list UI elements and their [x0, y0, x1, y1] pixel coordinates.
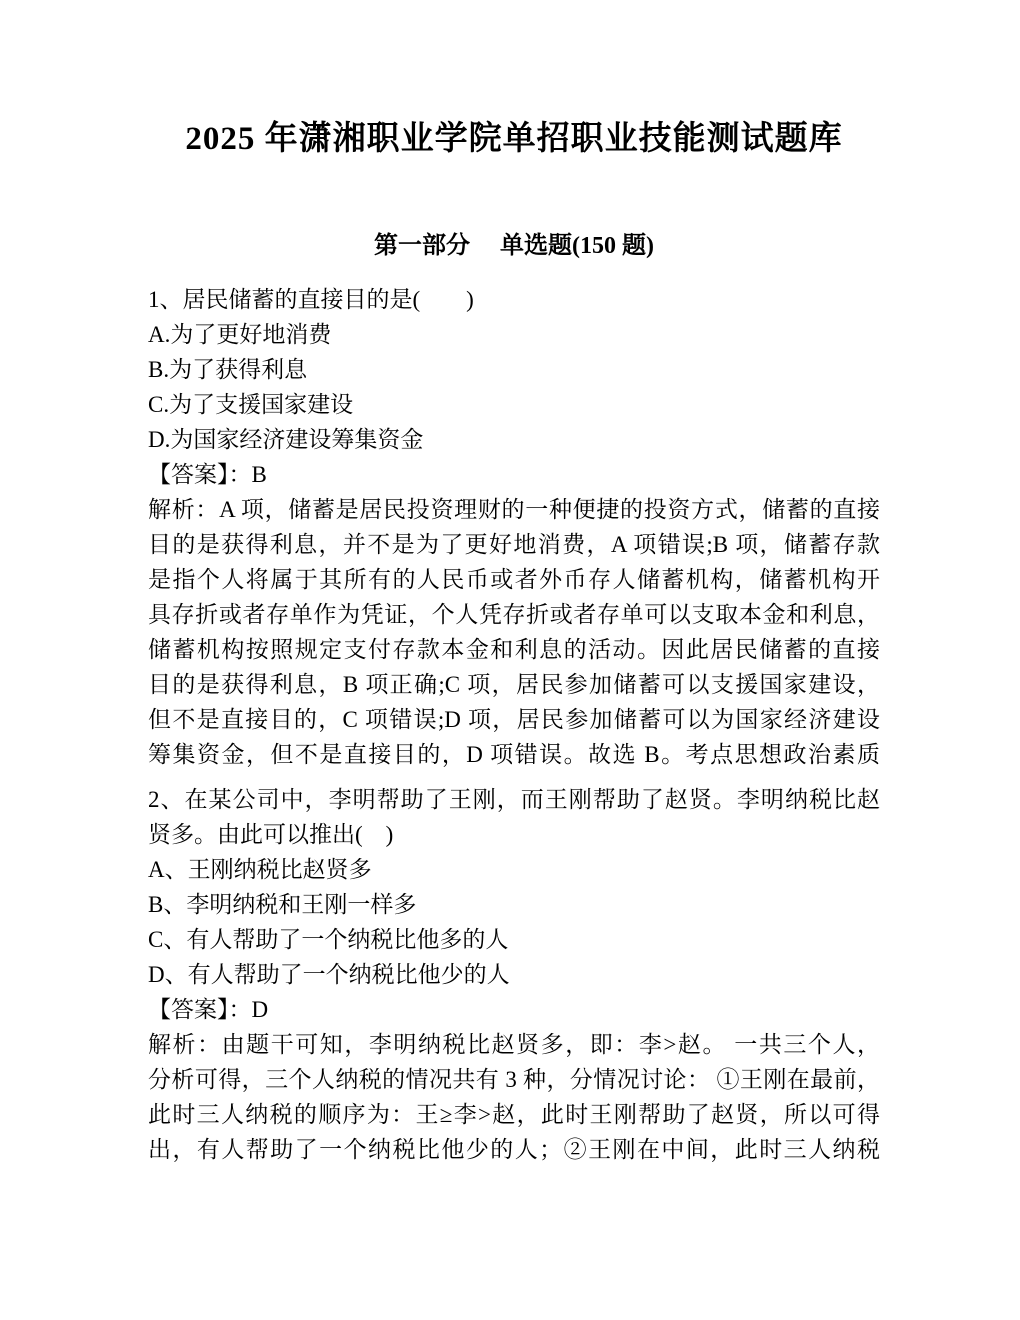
page-title: 2025 年潇湘职业学院单招职业技能测试题库 — [185, 121, 843, 157]
question-2-option-c: C、有人帮助了一个纳税比他多的人 — [148, 927, 509, 952]
question-1-option-d: D.为国家经济建设筹集资金 — [148, 427, 424, 452]
question-1-answer: 【答案】：B — [148, 462, 267, 487]
question-1-option-a: A.为了更好地消费 — [148, 322, 332, 347]
question-1-analysis-line: 储蓄机构按照规定支付存款本金和利息的活动。因此居民储蓄的直接 — [148, 637, 880, 662]
question-2-option-b: B、李明纳税和王刚一样多 — [148, 892, 417, 917]
question-2-stem-line: 2、在某公司中，李明帮助了王刚，而王刚帮助了赵贤。李明纳税比赵 — [148, 787, 880, 812]
question-1-analysis-line: 是指个人将属于其所有的人民币或者外币存人储蓄机构，储蓄机构开 — [148, 567, 880, 592]
question-1-option-b: B.为了获得利息 — [148, 357, 308, 382]
question-1-analysis-line: 目的是获得利息，并不是为了更好地消费，A 项错误;B 项，储蓄存款 — [148, 532, 880, 557]
question-2-analysis-line: 解析：由题干可知，李明纳税比赵贤多，即：李>赵。 一共三个人， — [148, 1032, 880, 1057]
question-2-analysis-line: 分析可得，三个人纳税的情况共有 3 种，分情况讨论： ①王刚在最前， — [148, 1067, 880, 1092]
question-2-stem-line: 贤多。由此可以推出( ) — [148, 822, 394, 847]
question-2-analysis-line: 此时三人纳税的顺序为：王≥李>赵，此时王刚帮助了赵贤，所以可得 — [148, 1102, 880, 1127]
question-block-2 — [148, 782, 880, 1167]
question-1-analysis-line: 解析：A 项，储蓄是居民投资理财的一种便捷的投资方式，储蓄的直接 — [148, 497, 880, 522]
question-2-option-a: A、王刚纳税比赵贤多 — [148, 857, 372, 882]
question-2-option-d: D、有人帮助了一个纳税比他少的人 — [148, 962, 510, 987]
question-1-analysis-line: 筹集资金，但不是直接目的，D 项错误。故选 B。考点思想政治素质 — [148, 742, 880, 767]
question-1-analysis-line: 但不是直接目的，C 项错误;D 项，居民参加储蓄可以为国家经济建设 — [148, 707, 880, 732]
question-1-option-c: C.为了支援国家建设 — [148, 392, 354, 417]
section-heading: 第一部分 单选题(150 题) — [374, 233, 654, 259]
question-2-analysis-line: 出，有人帮助了一个纳税比他少的人；②王刚在中间，此时三人纳税 — [148, 1137, 880, 1162]
question-1-stem: 1、居民储蓄的直接目的是( ) — [148, 287, 474, 312]
question-1-analysis-line: 目的是获得利息，B 项正确;C 项，居民参加储蓄可以支援国家建设， — [148, 672, 880, 697]
question-2-answer: 【答案】：D — [148, 997, 269, 1022]
question-block-1 — [148, 282, 880, 772]
question-1-analysis-line: 具存折或者存单作为凭证，个人凭存折或者存单可以支取本金和利息， — [148, 602, 880, 627]
